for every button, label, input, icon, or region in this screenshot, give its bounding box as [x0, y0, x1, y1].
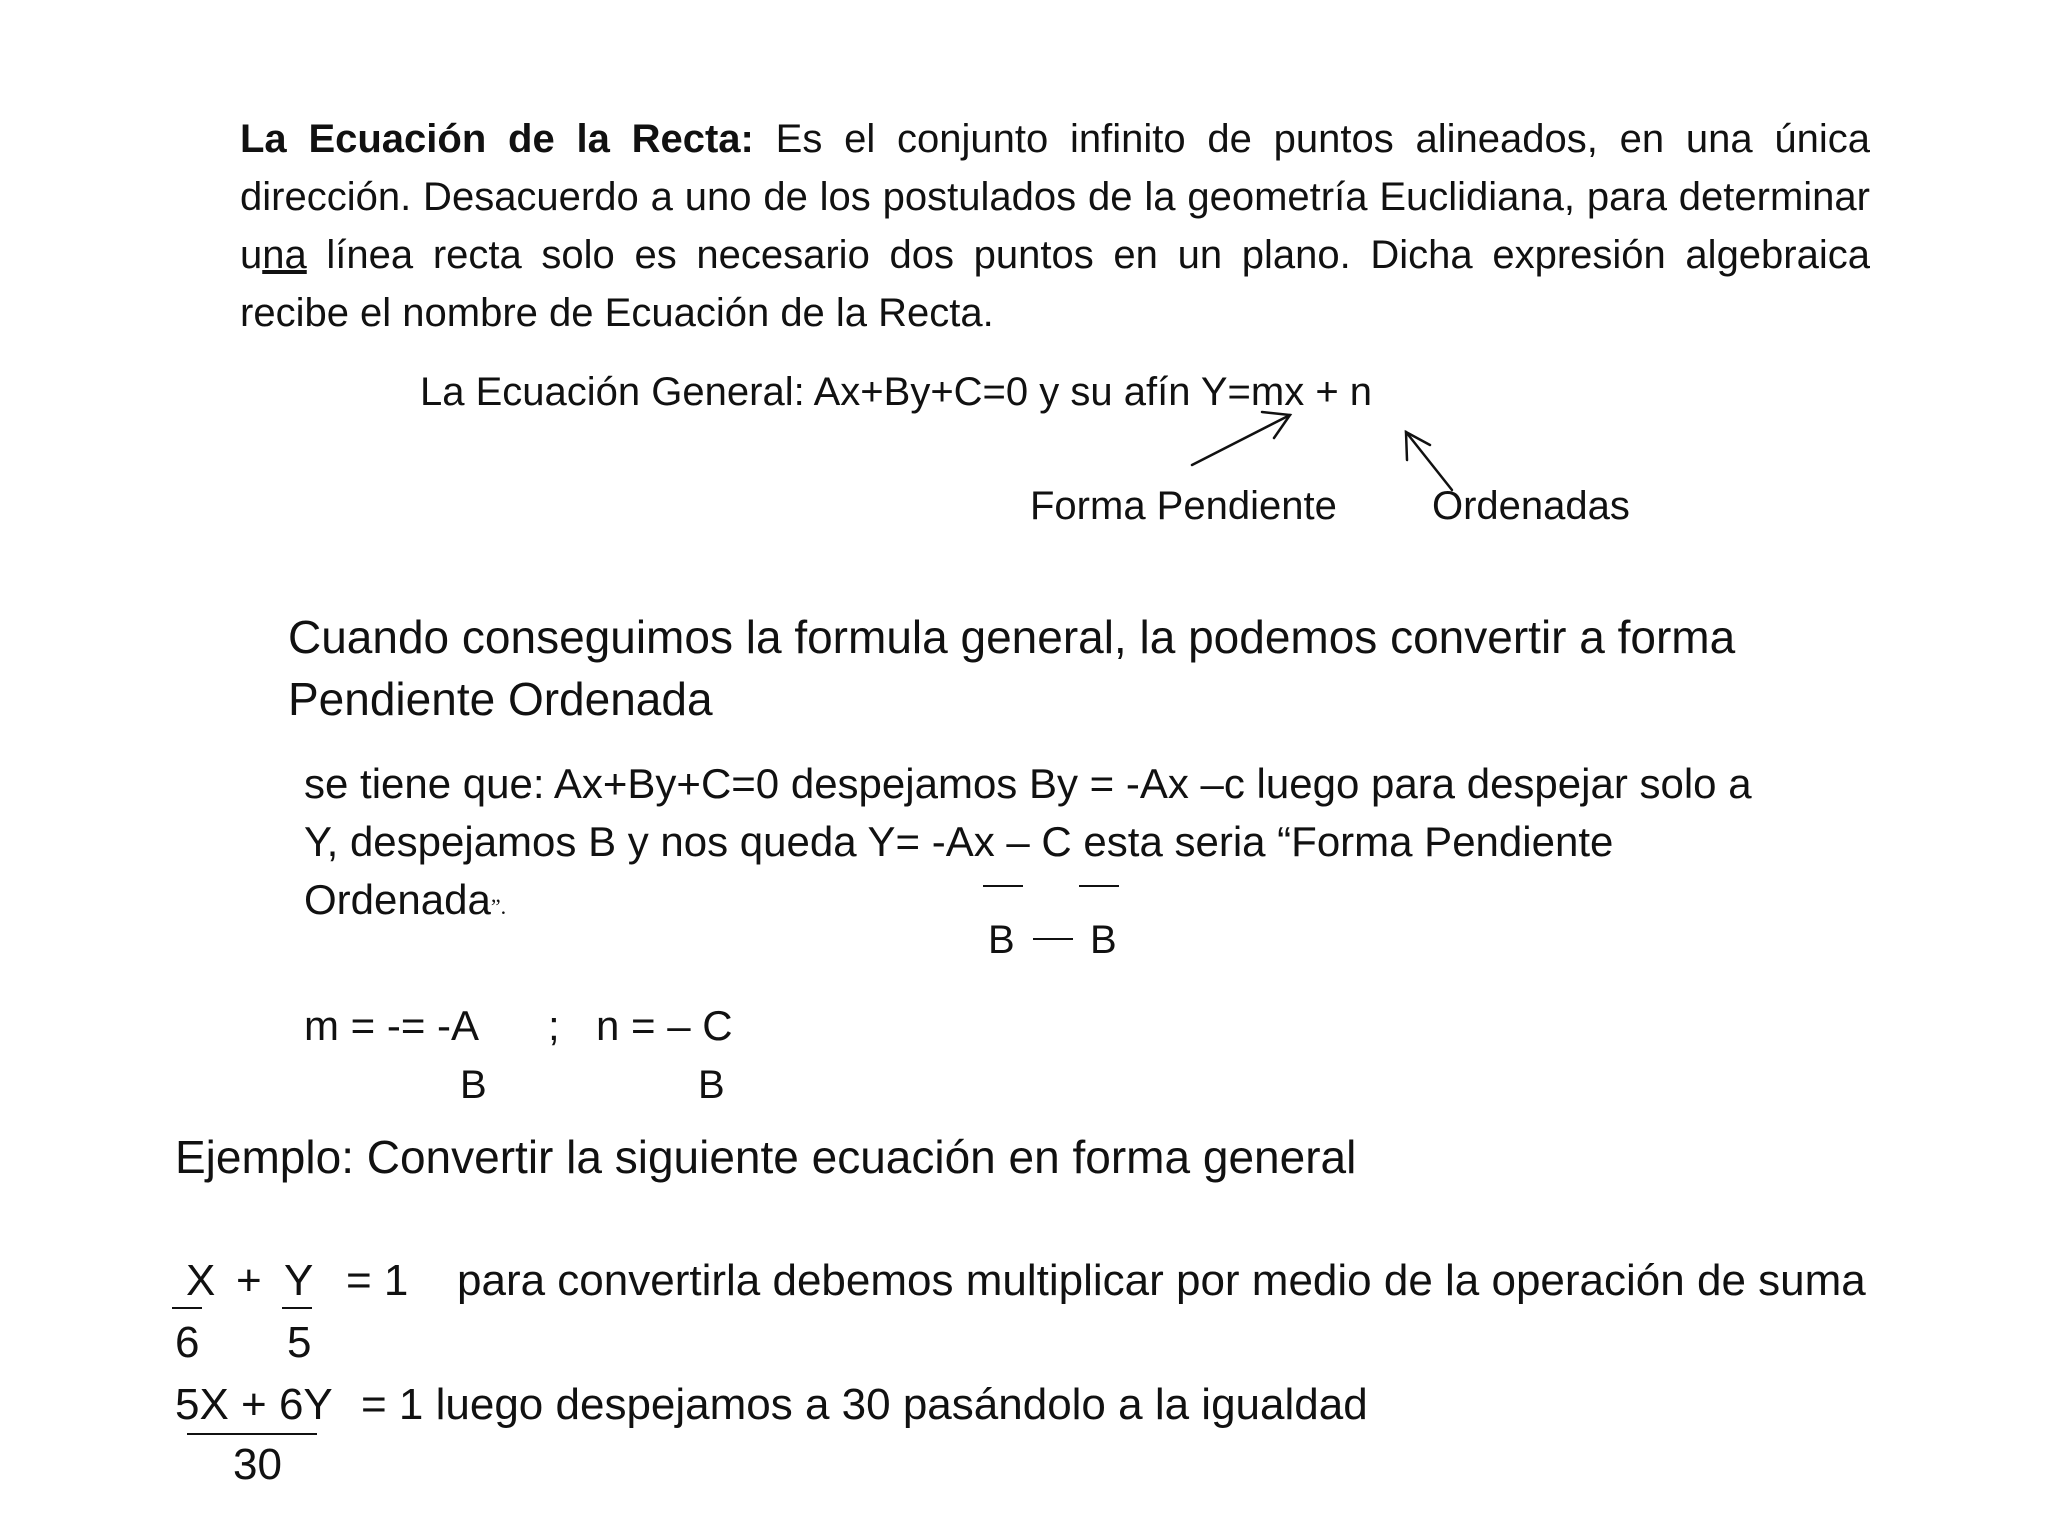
conversion-line-2: Pendiente Ordenada — [288, 673, 713, 725]
intercept-denominator: B — [698, 1063, 725, 1107]
slope-form-label: Forma Pendiente — [1030, 484, 1337, 528]
fraction-bar-a — [983, 885, 1023, 887]
intro-text-1: Es el conjunto infinito de puntos alineados, en una única dirección. Desacuerdo a uno de los postulados de la geometría Euclidiana, para determinar u — [240, 117, 1870, 277]
intercept-arrow — [1406, 432, 1452, 490]
example-step2-text: = 1 luego despejamos a 30 pasándolo a la igualdad — [361, 1380, 1368, 1429]
slope-arrow-head — [1262, 412, 1290, 438]
slope-arrow — [1192, 415, 1290, 465]
fraction-denominator-1: B — [988, 918, 1015, 962]
intro-title: La Ecuación de la Recta: — [240, 117, 754, 161]
plus-sign: + — [236, 1256, 262, 1305]
fraction-x-bar — [172, 1307, 202, 1309]
fraction-x-denominator: 6 — [175, 1318, 200, 1367]
derivation-line-1: se tiene que: Ax+By+C=0 despejamos By = -Ax –c luego para despejar solo a — [304, 760, 1752, 807]
derivation-line-3-text: Ordenada — [304, 876, 491, 923]
fraction-y-bar — [282, 1307, 312, 1309]
fraction-bar-c — [1079, 885, 1119, 887]
coefficient-separator: ; — [548, 1002, 560, 1049]
derivation-line-3 — [304, 876, 507, 923]
general-equation: La Ecuación General: Ax+By+C=0 y su afín Y=mx + n — [420, 370, 1373, 414]
example-step1-text: para convertirla debemos multiplicar por medio de la operación de suma — [457, 1256, 1866, 1305]
intro-text-2: línea recta solo es necesario dos puntos en un plano. Dicha expresión algebraica recibe el nombre de Ecuación de la Recta. — [240, 233, 1870, 335]
intercept-label: Ordenadas — [1432, 484, 1630, 528]
fraction-x-numerator: X — [186, 1256, 216, 1305]
fraction-y-numerator: Y — [284, 1256, 314, 1305]
slope-coefficient: m = -= -A — [304, 1002, 480, 1049]
step2-denominator: 30 — [233, 1440, 282, 1489]
derivation-line-2: Y, despejamos B y nos queda Y= -Ax – C esta seria “Forma Pendiente — [304, 818, 1614, 865]
intro-paragraph — [240, 110, 1870, 342]
intercept-coefficient: n = – C — [596, 1002, 733, 1049]
intercept-arrow-head — [1406, 432, 1430, 460]
conversion-line-1: Cuando conseguimos la formula general, la podemos convertir a forma — [288, 611, 1736, 663]
fraction-y-denominator: 5 — [287, 1318, 312, 1367]
example-heading: Ejemplo: Convertir la siguiente ecuación en forma general — [175, 1131, 1357, 1183]
derivation-line-3-end: ”. — [490, 894, 507, 919]
step2-numerator: 5X + 6Y — [175, 1380, 333, 1429]
denominator-dash — [1033, 938, 1073, 940]
step2-fraction-bar — [187, 1433, 317, 1435]
equals-one: = 1 — [346, 1256, 409, 1305]
intro-text-underlined: na — [262, 233, 307, 277]
slope-denominator: B — [460, 1063, 487, 1107]
fraction-denominator-2: B — [1090, 918, 1117, 962]
